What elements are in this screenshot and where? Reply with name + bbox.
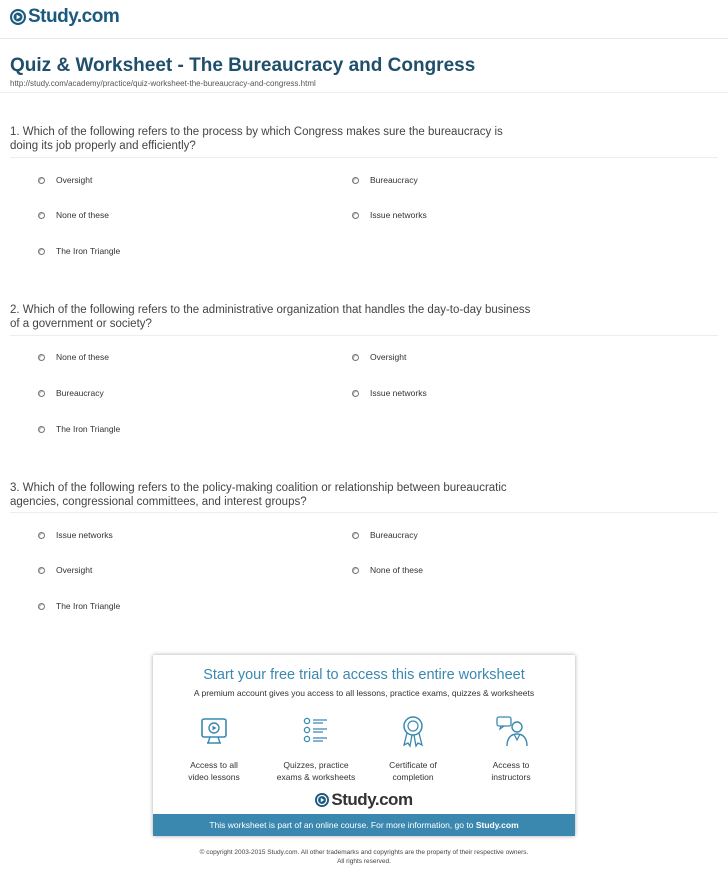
q2-option-c[interactable] — [38, 388, 104, 398]
feature-label: Certificate of completion — [389, 760, 437, 782]
option-label: Issue networks — [370, 210, 427, 220]
question-text-line: of a government or society? — [10, 318, 152, 330]
radio-button[interactable] — [352, 354, 359, 361]
q3-option-a[interactable] — [38, 530, 113, 540]
question-2 — [10, 303, 610, 331]
video-lesson-icon — [196, 713, 232, 749]
radio-button[interactable] — [38, 426, 45, 433]
question-text-line: doing its job properly and efficiently? — [10, 140, 196, 152]
q3-option-c[interactable] — [38, 565, 92, 575]
play-icon — [315, 793, 329, 807]
q1-option-c[interactable] — [38, 210, 109, 220]
q2-option-b[interactable] — [352, 352, 406, 362]
question-text-line: 1. Which of the following refers to the process by which Congress makes sure the bureaucracy is — [10, 126, 503, 138]
logo-text: Study.com — [331, 790, 413, 809]
radio-button[interactable] — [352, 567, 359, 574]
certificate-ribbon-icon — [395, 713, 431, 749]
promo-subheading: A premium account gives you access to all lessons, practice exams, quizzes & worksheets — [193, 688, 535, 698]
copyright-line: All rights reserved. — [337, 858, 391, 865]
option-label: The Iron Triangle — [56, 424, 121, 434]
option-label: Bureaucracy — [56, 388, 104, 398]
question-text-line: agencies, congressional committees, and interest groups? — [10, 496, 307, 508]
option-label: Oversight — [370, 352, 407, 362]
q3-option-d[interactable] — [352, 565, 423, 575]
q1-option-d[interactable] — [352, 210, 427, 220]
question-text-line: 3. Which of the following refers to the policy-making coalition or relationship between bureaucratic — [10, 482, 507, 494]
question-divider — [10, 157, 718, 158]
option-label: Bureaucracy — [370, 530, 418, 540]
option-label: None of these — [56, 352, 109, 362]
page-title: Quiz & Worksheet - The Bureaucracy and Congress — [10, 55, 476, 76]
radio-button[interactable] — [38, 212, 45, 219]
q2-option-e[interactable] — [38, 424, 120, 434]
option-label: Oversight — [56, 175, 93, 185]
question-1 — [10, 125, 610, 153]
radio-button[interactable] — [352, 177, 359, 184]
q3-option-e[interactable] — [38, 601, 120, 611]
url-divider — [0, 92, 728, 93]
radio-button[interactable] — [352, 532, 359, 539]
q2-option-d[interactable] — [352, 388, 427, 398]
q1-option-a[interactable] — [38, 175, 92, 185]
promo-bar-text: This worksheet is part of an online course. For more information, go to — [209, 820, 474, 830]
radio-button[interactable] — [352, 212, 359, 219]
study-logo[interactable] — [10, 6, 119, 28]
header-divider — [0, 38, 728, 39]
copyright-notice — [0, 848, 728, 866]
q2-option-a[interactable] — [38, 352, 109, 362]
radio-button[interactable] — [38, 603, 45, 610]
logo-text: Study.com — [28, 6, 120, 27]
option-label: The Iron Triangle — [56, 601, 121, 611]
q1-option-b[interactable] — [352, 175, 418, 185]
q3-option-b[interactable] — [352, 530, 418, 540]
question-text-line: 2. Which of the following refers to the administrative organization that handles the day-to-day business — [10, 304, 531, 316]
radio-button[interactable] — [38, 567, 45, 574]
feature-certificate — [363, 713, 463, 783]
promo-study-logo[interactable] — [153, 790, 575, 810]
question-3 — [10, 481, 610, 509]
radio-button[interactable] — [38, 248, 45, 255]
radio-button[interactable] — [38, 177, 45, 184]
instructor-chat-icon — [493, 713, 529, 749]
play-icon — [10, 9, 26, 25]
option-label: Issue networks — [370, 388, 427, 398]
q1-option-e[interactable] — [38, 246, 120, 256]
radio-button[interactable] — [352, 390, 359, 397]
option-label: Issue networks — [56, 530, 113, 540]
feature-label: Quizzes, practice exams & worksheets — [276, 760, 356, 782]
option-label: None of these — [370, 565, 423, 575]
checklist-icon — [298, 713, 334, 749]
feature-label: Access to instructors — [491, 760, 531, 782]
free-trial-promo — [153, 655, 575, 836]
question-divider — [10, 335, 718, 336]
feature-instructors — [461, 713, 561, 783]
option-label: The Iron Triangle — [56, 246, 121, 256]
question-divider — [10, 512, 718, 513]
option-label: Oversight — [56, 565, 93, 575]
page-url[interactable]: http://study.com/academy/practice/quiz-worksheet-the-bureaucracy-and-congress.html — [10, 79, 316, 88]
feature-quizzes — [266, 713, 366, 783]
feature-label: Access to all video lessons — [188, 760, 240, 782]
promo-heading[interactable]: Start your free trial to access this entire worksheet — [203, 667, 525, 683]
promo-bar-link[interactable]: Study.com — [475, 820, 519, 830]
copyright-line: © copyright 2003-2015 Study.com. All other trademarks and copyrights are the property of their respective owners. — [199, 849, 529, 856]
option-label: Bureaucracy — [370, 175, 418, 185]
option-label: None of these — [56, 210, 109, 220]
feature-video-lessons — [164, 713, 264, 783]
radio-button[interactable] — [38, 354, 45, 361]
radio-button[interactable] — [38, 390, 45, 397]
radio-button[interactable] — [38, 532, 45, 539]
promo-info-bar — [153, 814, 575, 836]
